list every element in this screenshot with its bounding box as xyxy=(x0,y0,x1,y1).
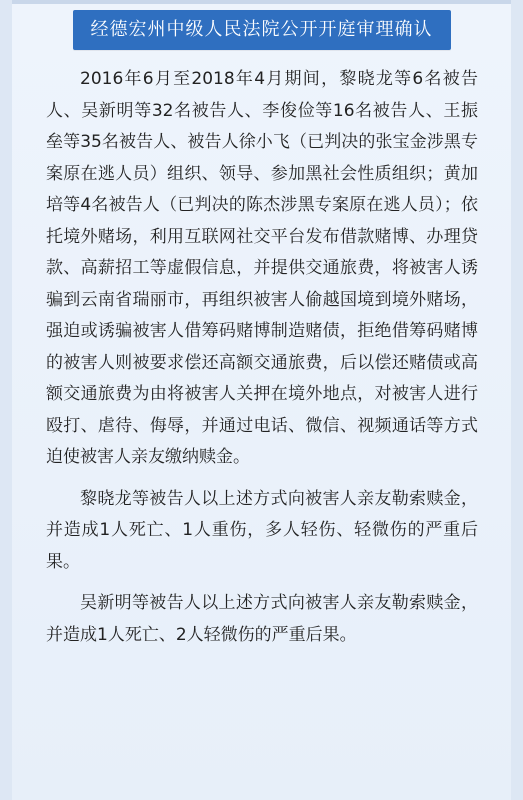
top-divider xyxy=(12,0,511,4)
paragraph-1: 2016年6月至2018年4月期间，黎晓龙等6名被告人、吴新明等32名被告人、李俊俭等16名被告人、王振垒等35名被告人、被告人徐小飞（已判决的张宝金涉黑专案原在逃人员）组织、领导、参加黑社会性质组织；黄加培等4名被告人（已判决的陈杰涉黑专案原在逃人员）；依托境外赌场，利用互联网社交平台发布借款赌博、办理贷款、高薪招工等虚假信息，并提供交通旅费，将被害人诱骗到云南省瑞丽市，再组织被害人偷越国境到境外赌场，强迫或诱骗被害人借筹码赌博制造赌债，拒绝借筹码赌博的被害人则被要求偿还高额交通旅费，后以偿还赌债或高额交通旅费为由将被害人关押在境外地点，对被害人进行殴打、虐待、侮辱，并通过电话、微信、视频通话等方式迫使被害人亲友缴纳赎金。 xyxy=(46,69,478,467)
page-title: 经德宏州中级人民法院公开开庭审理确认 xyxy=(73,10,451,50)
article-body xyxy=(46,64,478,651)
title-wrapper xyxy=(0,10,523,50)
paragraph-2: 黎晓龙等被告人以上述方式向被害人亲友勒索赎金，并造成1人死亡、1人重伤，多人轻伤、轻微伤的严重后果。 xyxy=(46,488,478,572)
left-margin xyxy=(0,0,12,800)
right-margin xyxy=(511,0,523,800)
paragraph-3: 吴新明等被告人以上述方式向被害人亲友勒索赎金，并造成1人死亡、2人轻微伤的严重后果。 xyxy=(46,593,478,645)
